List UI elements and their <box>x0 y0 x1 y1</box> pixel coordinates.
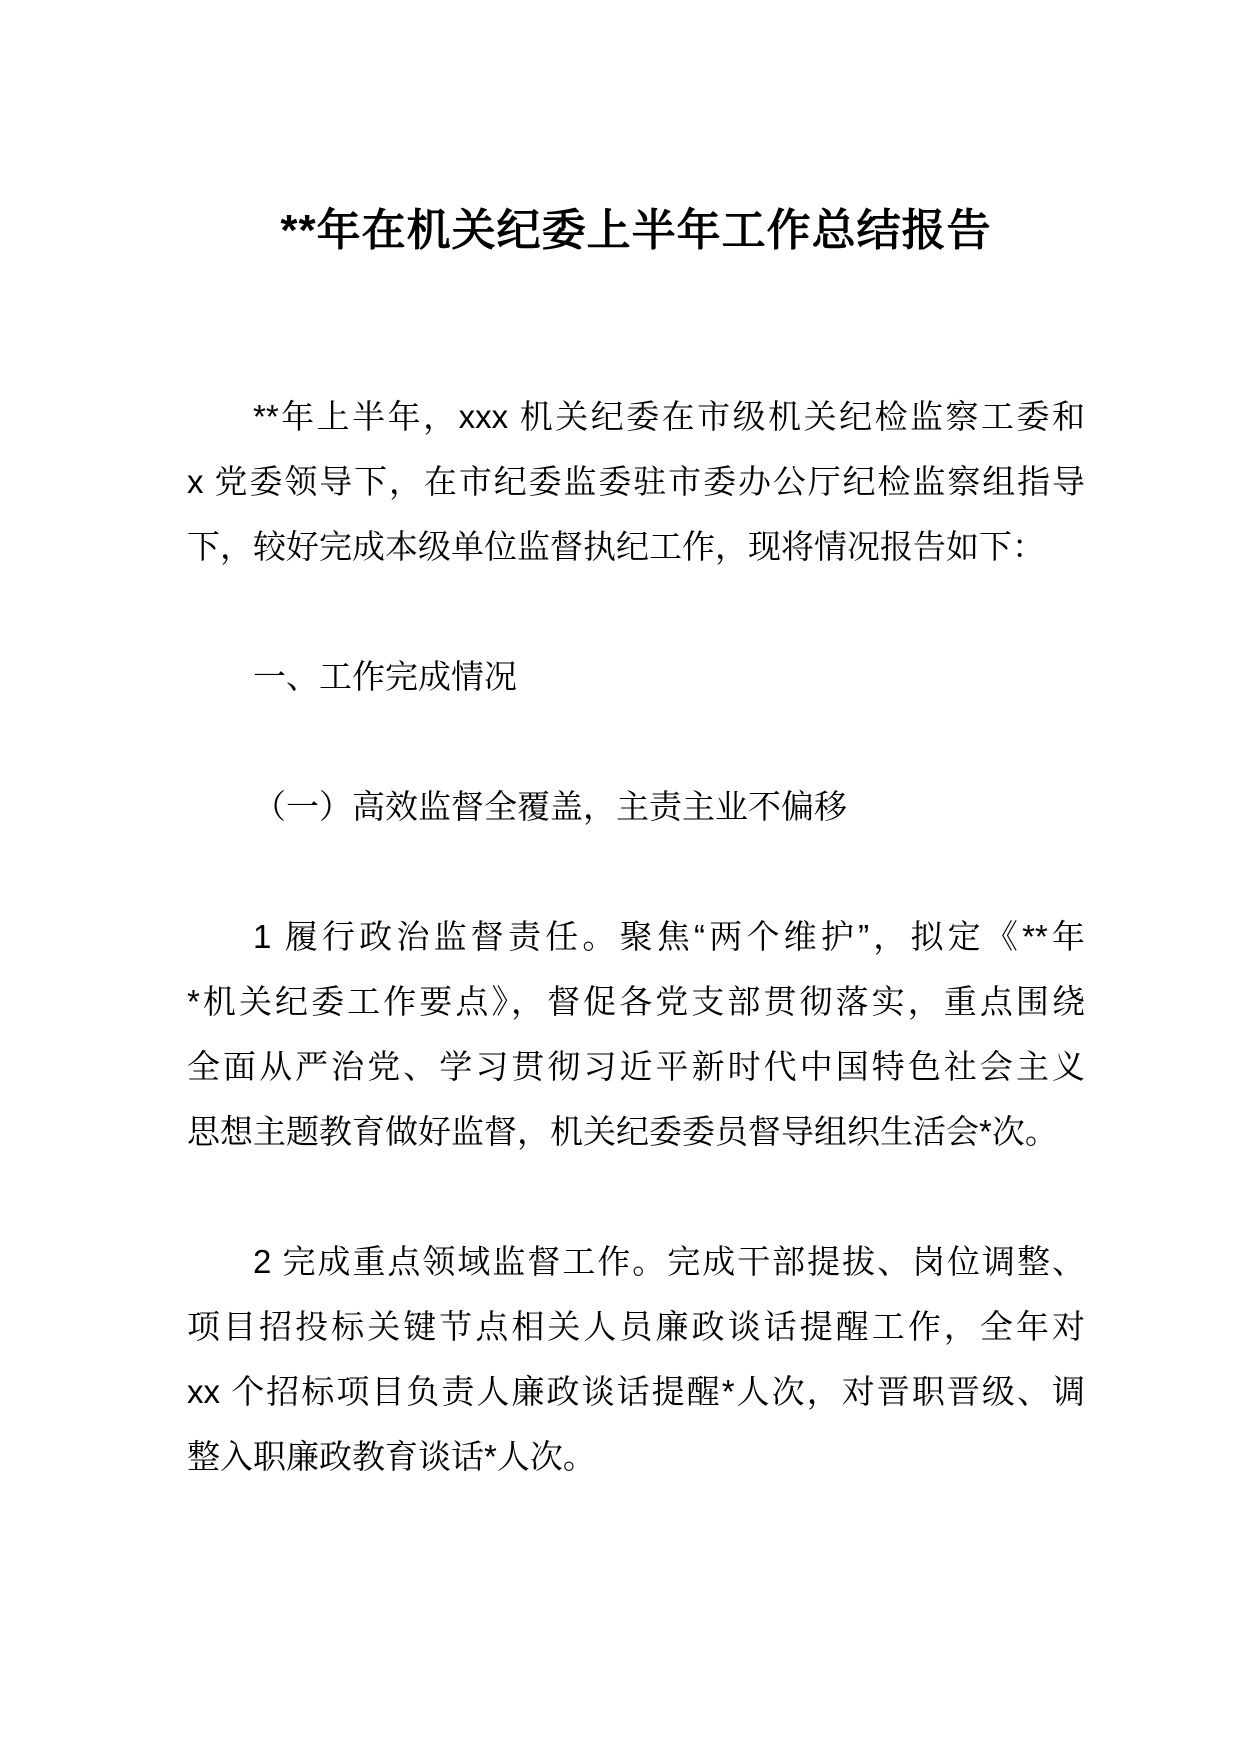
paragraph-item-2-line-4: 整入职廉政教育谈话*人次。 <box>187 1438 596 1475</box>
paragraph-intro-line-3: 下，较好完成本级单位监督执纪工作，现将情况报告如下： <box>187 528 1045 565</box>
heading-section-1 <box>187 644 1085 709</box>
paragraph-intro-line-1: **年上半年，xxx 机关纪委在市级机关纪检监察工委和 <box>253 398 1085 435</box>
paragraph-intro <box>187 384 1085 579</box>
document-title: **年在机关纪委上半年工作总结报告 <box>280 206 992 255</box>
document-content <box>187 0 1085 1489</box>
paragraph-item-1-line-2: *机关纪委工作要点》，督促各党支部贯彻落实，重点围绕 <box>187 983 1085 1020</box>
paragraph-item-2-line-1: 2 完成重点领域监督工作。完成干部提拔、岗位调整、 <box>253 1243 1085 1280</box>
paragraph-item-2-line-3: xx 个招标项目负责人廉政谈话提醒*人次，对晋职晋级、调 <box>187 1373 1085 1410</box>
paragraph-item-1 <box>187 904 1085 1164</box>
paragraph-item-2 <box>187 1229 1085 1489</box>
heading-section-1-line-1: 一、工作完成情况 <box>253 658 517 695</box>
paragraph-item-1-line-3: 全面从严治党、学习贯彻习近平新时代中国特色社会主义 <box>187 1048 1085 1085</box>
paragraph-item-1-line-1: 1 履行政治监督责任。聚焦“两个维护”，拟定《**年 <box>253 918 1085 955</box>
heading-subsection-1-1-line-1: （一）高效监督全覆盖，主责主业不偏移 <box>253 788 847 825</box>
paragraph-item-1-line-4: 思想主题教育做好监督，机关纪委委员督导组织生活会*次。 <box>187 1113 1058 1150</box>
heading-subsection-1-1 <box>187 774 1085 839</box>
paragraph-intro-line-2: x 党委领导下，在市纪委监委驻市委办公厅纪检监察组指导 <box>187 463 1085 500</box>
paragraph-item-2-line-2: 项目招投标关键节点相关人员廉政谈话提醒工作，全年对 <box>187 1308 1085 1345</box>
document-body <box>187 384 1085 1489</box>
